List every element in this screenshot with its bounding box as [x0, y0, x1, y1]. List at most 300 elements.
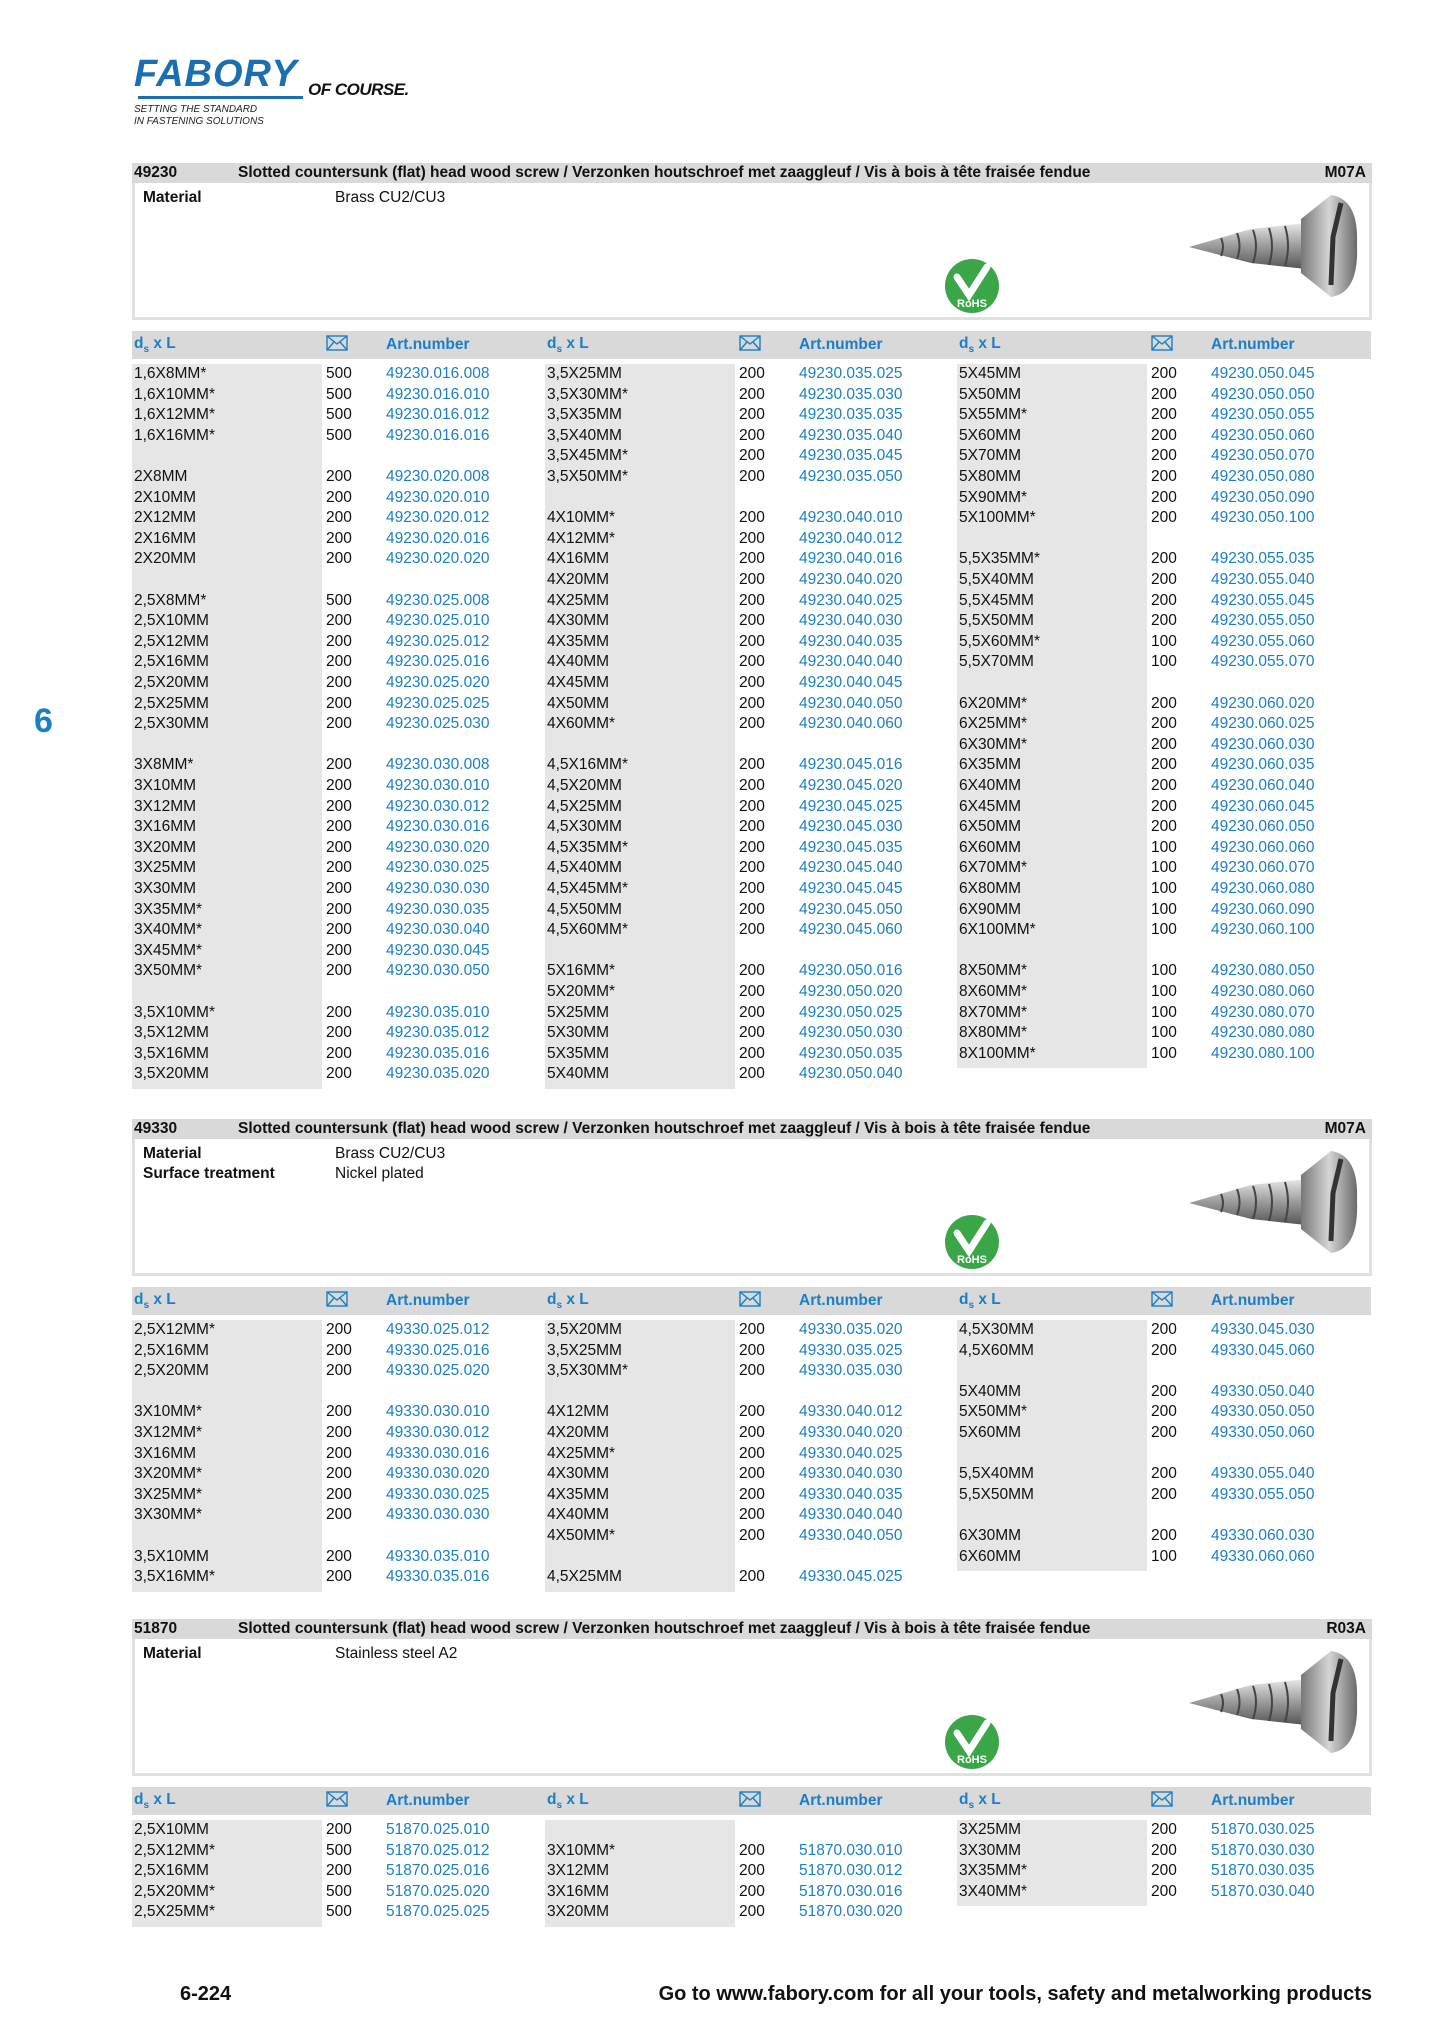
size-cell: 2,5X20MM — [134, 1362, 209, 1380]
article-number-link[interactable]: 49330.045.025 — [799, 1568, 903, 1586]
size-cell: 3,5X30MM* — [547, 1362, 628, 1380]
article-number-link[interactable]: 49230.035.045 — [799, 447, 903, 465]
header-size: $d_s$ x L — [959, 1790, 1001, 1812]
article-number-link[interactable]: 49230.020.016 — [386, 529, 490, 547]
size-cell: 3X35MM* — [134, 900, 203, 918]
section-header — [132, 1119, 1372, 1139]
article-number-link[interactable]: 49230.035.010 — [386, 1003, 490, 1021]
table-header — [545, 331, 958, 359]
size-cell: 2,5X12MM* — [134, 1321, 215, 1338]
size-cell: 3,5X20MM — [134, 1065, 209, 1083]
pack-qty-cell: 200 — [1151, 1882, 1177, 1900]
article-number-link[interactable]: 49230.035.050 — [799, 468, 903, 485]
size-cell: 2,5X16MM — [134, 1341, 209, 1359]
size-cell: 5,5X50MM — [959, 612, 1034, 630]
pack-qty-cell: 200 — [1151, 1465, 1177, 1483]
pack-qty-cell: 200 — [739, 859, 765, 877]
article-number-link[interactable]: 49330.050.050 — [1211, 1403, 1315, 1421]
header-size: $d_s$ x L — [547, 334, 589, 356]
size-cell: 8X80MM* — [959, 1024, 1028, 1042]
pack-qty-cell: 200 — [1151, 612, 1177, 630]
pack-qty-cell: 200 — [326, 612, 352, 630]
pack-qty-cell: 500 — [326, 426, 352, 444]
article-number-link[interactable]: 49230.035.012 — [386, 1024, 490, 1042]
pack-qty-cell: 200 — [739, 1341, 765, 1359]
pack-qty-cell: 200 — [739, 1527, 765, 1544]
pack-qty-cell: 200 — [326, 1044, 352, 1062]
article-number-link[interactable]: 51870.030.040 — [1211, 1882, 1315, 1900]
pack-qty-cell: 200 — [326, 900, 352, 918]
property-row — [143, 1165, 424, 1183]
article-number-link[interactable]: 49330.040.050 — [799, 1527, 903, 1544]
article-number-link[interactable]: 49330.025.016 — [386, 1341, 490, 1359]
article-number-link[interactable]: 49230.030.050 — [386, 962, 490, 980]
size-cell: 2,5X25MM* — [134, 1903, 215, 1921]
header-size: $d_s$ x L — [134, 1790, 176, 1812]
size-cell: 2,5X16MM — [134, 1862, 209, 1880]
size-cell: 3,5X12MM — [134, 1024, 209, 1042]
size-cell: 3,5X25MM — [547, 1341, 622, 1359]
article-number-link[interactable]: 49230.050.016 — [799, 962, 903, 980]
article-number-link[interactable]: 49230.035.040 — [799, 426, 903, 444]
size-cell: 3X20MM — [134, 838, 197, 856]
article-number-link[interactable]: 49230.050.090 — [1211, 488, 1315, 506]
article-number-link[interactable]: 49230.050.070 — [1211, 447, 1315, 465]
article-number-link[interactable]: 49330.030.030 — [386, 1506, 490, 1524]
pack-qty-cell: 200 — [739, 880, 765, 897]
article-number-link[interactable]: 49230.030.012 — [386, 797, 490, 815]
article-number-link[interactable]: 51870.030.016 — [799, 1882, 903, 1900]
pack-qty-cell: 200 — [326, 818, 352, 836]
size-cell: 5X90MM* — [959, 488, 1028, 506]
article-number-link[interactable]: 51870.025.016 — [386, 1862, 490, 1880]
article-number-link[interactable]: 49330.055.040 — [1211, 1465, 1315, 1483]
size-cell: 4,5X35MM* — [547, 838, 628, 856]
article-number-link[interactable]: 49230.040.040 — [799, 653, 903, 671]
size-cell: 3,5X25MM — [547, 365, 622, 382]
article-number-link[interactable]: 49230.025.012 — [386, 632, 490, 650]
pack-qty-cell: 200 — [326, 550, 352, 568]
pack-qty-cell: 200 — [739, 406, 765, 424]
size-cell: 3X10MM* — [547, 1841, 616, 1859]
size-cell: 4,5X30MM — [547, 818, 622, 836]
article-number-link[interactable]: 49230.060.030 — [1211, 735, 1315, 753]
pack-qty-cell: 500 — [326, 1903, 352, 1921]
size-cell: 3X30MM* — [134, 1506, 203, 1524]
article-number-link[interactable]: 49230.060.040 — [1211, 777, 1315, 794]
size-cell: 4X30MM — [547, 612, 610, 630]
article-number-link[interactable]: 49230.055.040 — [1211, 571, 1315, 588]
article-number-link[interactable]: 49330.025.012 — [386, 1321, 490, 1338]
size-cell: 4,5X25MM — [547, 1568, 622, 1586]
pack-qty-cell: 200 — [1151, 1424, 1177, 1441]
article-number-link[interactable]: 49230.045.030 — [799, 818, 903, 836]
product-ref: M07A — [1324, 1120, 1366, 1137]
article-number-link[interactable]: 49330.030.020 — [386, 1465, 490, 1483]
size-cell: 4X35MM — [547, 1485, 610, 1503]
size-cell: 6X25MM* — [959, 715, 1028, 733]
article-number-link[interactable]: 51870.030.010 — [799, 1841, 903, 1859]
size-cell: 4,5X20MM — [547, 777, 622, 794]
article-number-link[interactable]: 49230.030.010 — [386, 777, 490, 794]
article-number-link[interactable]: 49230.030.045 — [386, 941, 490, 959]
pack-qty-cell: 200 — [739, 1882, 765, 1900]
size-cell: 6X35MM — [959, 756, 1022, 774]
product-title: Slotted countersunk (flat) head wood screw / Verzonken houtschroef met zaaggleuf / Vis à bois à tête fraisée fendue — [238, 164, 1091, 181]
brand-name: FABORY — [134, 53, 298, 95]
article-number-link[interactable]: 51870.025.012 — [386, 1841, 490, 1859]
pack-qty-cell: 200 — [739, 1485, 765, 1503]
table-header — [132, 331, 545, 359]
article-number-link[interactable]: 49230.050.020 — [799, 983, 903, 1000]
article-number-link[interactable]: 49230.035.016 — [386, 1044, 490, 1062]
size-cell: 5X50MM — [959, 385, 1022, 403]
size-cell: 4,5X40MM — [547, 859, 622, 877]
size-cell: 3X30MM — [959, 1841, 1022, 1859]
size-cell: 4X20MM — [547, 1424, 610, 1441]
header-art-number: Art.number — [1211, 1792, 1295, 1809]
article-number-link[interactable]: 49230.080.060 — [1211, 983, 1315, 1000]
article-number-link[interactable]: 49330.035.020 — [799, 1321, 903, 1338]
article-number-link[interactable]: 49230.080.100 — [1211, 1044, 1315, 1062]
size-cell: 2X12MM — [134, 509, 197, 527]
pack-qty-cell: 200 — [326, 1065, 352, 1083]
article-number-link[interactable]: 49230.040.035 — [799, 632, 903, 650]
header-size: $d_s$ x L — [134, 1290, 176, 1312]
article-number-link[interactable]: 51870.030.012 — [799, 1862, 903, 1880]
article-number-link[interactable]: 49230.050.030 — [799, 1024, 903, 1042]
property-row — [143, 189, 445, 207]
size-cell: 3,5X16MM — [134, 1044, 209, 1062]
size-cell: 5,5X50MM — [959, 1485, 1034, 1503]
screw-image — [1181, 1645, 1361, 1755]
article-number-link[interactable]: 49330.045.030 — [1211, 1321, 1315, 1338]
product-ref: M07A — [1324, 164, 1366, 181]
size-cell: 3X40MM* — [959, 1882, 1028, 1900]
article-number-link[interactable]: 49230.080.080 — [1211, 1024, 1315, 1042]
article-number-link[interactable]: 49230.045.045 — [799, 880, 903, 897]
article-number-link[interactable]: 49230.040.012 — [799, 529, 903, 547]
article-number-link[interactable]: 49230.040.060 — [799, 715, 903, 733]
article-number-link[interactable]: 49330.040.020 — [799, 1424, 903, 1441]
article-number-link[interactable]: 49230.025.010 — [386, 612, 490, 630]
property-label: Material — [143, 1645, 202, 1662]
article-number-link[interactable]: 51870.025.010 — [386, 1821, 490, 1838]
size-cell: 5,5X70MM — [959, 653, 1034, 671]
article-number-link[interactable]: 51870.025.025 — [386, 1903, 490, 1921]
article-number-link[interactable]: 49230.016.010 — [386, 385, 490, 403]
pack-qty-cell: 200 — [326, 838, 352, 856]
pack-qty-cell: 200 — [1151, 756, 1177, 774]
article-number-link[interactable]: 49230.030.030 — [386, 880, 490, 897]
size-cell: 2,5X25MM — [134, 694, 209, 712]
article-number-link[interactable]: 49230.045.040 — [799, 859, 903, 877]
pack-qty-cell: 200 — [326, 488, 352, 506]
table-header — [957, 1287, 1371, 1315]
size-cell: 3X20MM* — [134, 1465, 203, 1483]
size-cell: 6X100MM* — [959, 921, 1036, 939]
article-number-link[interactable]: 49230.060.025 — [1211, 715, 1315, 733]
header-size: $d_s$ x L — [134, 334, 176, 356]
size-cell: 3X12MM* — [134, 1424, 203, 1441]
pack-qty-cell: 200 — [1151, 797, 1177, 815]
size-cell: 4X30MM — [547, 1465, 610, 1483]
pack-qty-cell: 200 — [1151, 591, 1177, 609]
article-number-link[interactable]: 49230.030.040 — [386, 921, 490, 939]
article-number-link[interactable]: 49230.030.035 — [386, 900, 490, 918]
article-number-link[interactable]: 49230.040.030 — [799, 612, 903, 630]
article-number-link[interactable]: 49230.025.030 — [386, 715, 490, 733]
article-number-link[interactable]: 49230.040.045 — [799, 674, 903, 691]
article-number-link[interactable]: 49230.045.035 — [799, 838, 903, 856]
size-cell: 3X12MM — [547, 1862, 610, 1880]
article-number-link[interactable]: 49230.080.050 — [1211, 962, 1315, 980]
article-number-link[interactable]: 49230.025.025 — [386, 694, 490, 712]
article-number-link[interactable]: 51870.030.025 — [1211, 1821, 1315, 1838]
size-cell: 4X25MM* — [547, 1444, 616, 1462]
article-number-link[interactable]: 49330.040.030 — [799, 1465, 903, 1483]
article-number-link[interactable]: 49230.040.050 — [799, 694, 903, 712]
article-number-link[interactable]: 49230.035.025 — [799, 365, 903, 382]
size-cell: 5X100MM* — [959, 509, 1036, 527]
article-number-link[interactable]: 49330.030.010 — [386, 1403, 490, 1421]
product-section-49230 — [132, 163, 1372, 320]
pack-qty-cell: 200 — [739, 365, 765, 382]
article-number-link[interactable]: 49330.035.016 — [386, 1568, 490, 1586]
article-number-link[interactable]: 49230.016.016 — [386, 426, 490, 444]
article-number-link[interactable]: 49230.055.060 — [1211, 632, 1315, 650]
property-row — [143, 1645, 457, 1663]
article-number-link[interactable]: 49230.045.020 — [799, 777, 903, 794]
article-number-link[interactable]: 49230.035.030 — [799, 385, 903, 403]
pack-qty-cell: 200 — [326, 1424, 352, 1441]
size-cell: 3X10MM — [134, 777, 197, 794]
article-number-link[interactable]: 49230.040.010 — [799, 509, 903, 527]
table-header — [132, 1787, 545, 1815]
size-cell: 1,6X12MM* — [134, 406, 215, 424]
package-icon — [326, 335, 348, 356]
article-number-link[interactable]: 49230.055.050 — [1211, 612, 1315, 630]
article-number-link[interactable]: 49330.040.025 — [799, 1444, 903, 1462]
pack-qty-cell: 100 — [1151, 653, 1177, 671]
article-number-link[interactable]: 49230.045.050 — [799, 900, 903, 918]
size-cell: 3X16MM — [547, 1882, 610, 1900]
article-number-link[interactable]: 49230.050.055 — [1211, 406, 1315, 424]
svg-text:RoHS: RoHS — [957, 1754, 987, 1766]
article-number-link[interactable]: 49230.060.035 — [1211, 756, 1315, 774]
pack-qty-cell: 200 — [739, 591, 765, 609]
pack-qty-cell: 100 — [1151, 859, 1177, 877]
pack-qty-cell: 200 — [739, 509, 765, 527]
pack-qty-cell: 200 — [326, 715, 352, 733]
section-header — [132, 1619, 1372, 1639]
article-number-link[interactable]: 49330.030.012 — [386, 1424, 490, 1441]
pack-qty-cell: 200 — [326, 1821, 352, 1838]
article-number-link[interactable]: 49330.030.016 — [386, 1444, 490, 1462]
size-cell: 5X55MM* — [959, 406, 1028, 424]
article-number-link[interactable]: 49330.035.025 — [799, 1341, 903, 1359]
pack-qty-cell: 200 — [739, 1465, 765, 1483]
article-number-link[interactable]: 51870.025.020 — [386, 1882, 490, 1900]
pack-qty-cell: 200 — [739, 1065, 765, 1083]
article-number-link[interactable]: 49230.030.016 — [386, 818, 490, 836]
article-number-link[interactable]: 49230.025.016 — [386, 653, 490, 671]
pack-qty-cell: 200 — [739, 1403, 765, 1421]
footer-text: Go to www.fabory.com for all your tools, safety and metalworking products — [658, 1983, 1372, 2005]
article-number-link[interactable]: 49230.035.035 — [799, 406, 903, 424]
article-number-link[interactable]: 49230.080.070 — [1211, 1003, 1315, 1021]
svg-text:RoHS: RoHS — [957, 298, 987, 310]
pack-qty-cell: 200 — [739, 674, 765, 691]
package-icon — [1151, 1791, 1173, 1812]
article-number-link[interactable]: 49230.055.070 — [1211, 653, 1315, 671]
size-cell: 2,5X10MM — [134, 1821, 209, 1838]
article-number-link[interactable]: 49230.055.035 — [1211, 550, 1315, 568]
size-cell: 3X50MM* — [134, 962, 203, 980]
article-number-link[interactable]: 49230.060.045 — [1211, 797, 1315, 815]
pack-qty-cell: 100 — [1151, 1024, 1177, 1042]
size-cell: 6X40MM — [959, 777, 1022, 794]
pack-qty-cell: 200 — [1151, 1341, 1177, 1359]
property-label: Surface treatment — [143, 1165, 275, 1182]
article-number-link[interactable]: 49230.040.020 — [799, 571, 903, 588]
pack-qty-cell: 200 — [1151, 550, 1177, 568]
article-number-link[interactable]: 49330.040.012 — [799, 1403, 903, 1421]
article-number-link[interactable]: 49230.050.040 — [799, 1065, 903, 1083]
article-number-link[interactable]: 49330.025.020 — [386, 1362, 490, 1380]
pack-qty-cell: 200 — [739, 612, 765, 630]
article-number-link[interactable]: 49330.030.025 — [386, 1485, 490, 1503]
article-number-link[interactable]: 51870.030.035 — [1211, 1862, 1315, 1880]
article-number-link[interactable]: 49230.045.025 — [799, 797, 903, 815]
article-number-link[interactable]: 49230.020.012 — [386, 509, 490, 527]
pack-qty-cell: 200 — [326, 1506, 352, 1524]
size-cell: 4,5X45MM* — [547, 880, 628, 897]
package-icon — [739, 335, 761, 356]
size-cell: 3X12MM — [134, 797, 197, 815]
pack-qty-cell: 200 — [739, 756, 765, 774]
article-number-link[interactable]: 49230.040.025 — [799, 591, 903, 609]
article-number-link[interactable]: 49230.030.008 — [386, 756, 490, 774]
pack-qty-cell: 200 — [1151, 385, 1177, 403]
pack-qty-cell: 200 — [326, 1485, 352, 1503]
article-number-link[interactable]: 49330.045.060 — [1211, 1341, 1315, 1359]
size-cell: 2,5X16MM — [134, 653, 209, 671]
article-number-link[interactable]: 49230.020.010 — [386, 488, 490, 506]
size-cell: 3X25MM — [134, 859, 197, 877]
article-number-link[interactable]: 49230.050.035 — [799, 1044, 903, 1062]
article-number-link[interactable]: 49230.020.008 — [386, 468, 490, 485]
pack-qty-cell: 200 — [739, 694, 765, 712]
article-number-link[interactable]: 49330.055.050 — [1211, 1485, 1315, 1503]
article-number-link[interactable]: 49230.050.080 — [1211, 468, 1315, 485]
article-number-link[interactable]: 49230.060.080 — [1211, 880, 1315, 897]
article-number-link[interactable]: 49230.035.020 — [386, 1065, 490, 1083]
svg-text:RoHS: RoHS — [957, 1254, 987, 1266]
pack-qty-cell: 200 — [739, 983, 765, 1000]
size-cell: 2,5X30MM — [134, 715, 209, 733]
size-cell: 4X20MM — [547, 571, 610, 588]
screw-image — [1181, 1145, 1361, 1255]
pack-qty-cell: 200 — [326, 1444, 352, 1462]
product-title: Slotted countersunk (flat) head wood screw / Verzonken houtschroef met zaaggleuf / Vis à bois à tête fraisée fendue — [238, 1120, 1091, 1137]
article-number-link[interactable]: 49330.060.030 — [1211, 1527, 1315, 1544]
size-cell: 5,5X35MM* — [959, 550, 1040, 568]
article-number-link[interactable]: 49230.060.050 — [1211, 818, 1315, 836]
size-cell: 5X60MM — [959, 426, 1022, 444]
article-number-link[interactable]: 49330.035.030 — [799, 1362, 903, 1380]
article-number-link[interactable]: 49230.060.060 — [1211, 838, 1315, 856]
pack-qty-cell: 200 — [326, 880, 352, 897]
article-number-link[interactable]: 49230.050.025 — [799, 1003, 903, 1021]
size-cell: 6X60MM — [959, 838, 1022, 856]
article-number-link[interactable]: 49230.050.045 — [1211, 365, 1315, 382]
article-number-link[interactable]: 49230.025.020 — [386, 674, 490, 691]
size-cell: 1,6X10MM* — [134, 385, 215, 403]
pack-qty-cell: 200 — [1151, 1382, 1177, 1400]
size-cell: 2X20MM — [134, 550, 197, 568]
pack-qty-cell: 200 — [326, 1024, 352, 1042]
article-number-link[interactable]: 49230.030.025 — [386, 859, 490, 877]
pack-qty-cell: 200 — [326, 632, 352, 650]
header-size: $d_s$ x L — [547, 1290, 589, 1312]
pack-qty-cell: 200 — [739, 426, 765, 444]
pack-qty-cell: 100 — [1151, 838, 1177, 856]
article-number-link[interactable]: 49330.040.035 — [799, 1485, 903, 1503]
article-number-link[interactable]: 49230.060.070 — [1211, 859, 1315, 877]
article-number-link[interactable]: 49230.060.090 — [1211, 900, 1315, 918]
article-number-link[interactable]: 51870.030.030 — [1211, 1841, 1315, 1859]
article-number-link[interactable]: 49230.020.020 — [386, 550, 490, 568]
article-number-link[interactable]: 49230.040.016 — [799, 550, 903, 568]
article-number-link[interactable]: 49230.045.016 — [799, 756, 903, 774]
article-number-link[interactable]: 49230.045.060 — [799, 921, 903, 939]
article-number-link[interactable]: 49230.055.045 — [1211, 591, 1315, 609]
size-cell: 3,5X35MM — [547, 406, 622, 424]
pack-qty-cell: 500 — [326, 406, 352, 424]
pack-qty-cell: 200 — [1151, 1527, 1177, 1544]
section-header — [132, 163, 1372, 183]
article-number-link[interactable]: 49230.025.008 — [386, 591, 490, 609]
size-cell: 5X40MM — [547, 1065, 610, 1083]
article-number-link[interactable]: 49330.040.040 — [799, 1506, 903, 1524]
pack-qty-cell: 200 — [1151, 365, 1177, 382]
article-number-link[interactable]: 49230.050.050 — [1211, 385, 1315, 403]
pack-qty-cell: 200 — [739, 1424, 765, 1441]
article-number-link[interactable]: 49230.050.100 — [1211, 509, 1315, 527]
pack-qty-cell: 200 — [1151, 694, 1177, 712]
size-cell: 3X20MM — [547, 1903, 610, 1921]
article-number-link[interactable]: 49230.030.020 — [386, 838, 490, 856]
pack-qty-cell: 200 — [326, 1003, 352, 1021]
article-number-link[interactable]: 49330.060.060 — [1211, 1547, 1315, 1565]
size-cell: 6X80MM — [959, 880, 1022, 897]
table-header — [545, 1287, 958, 1315]
article-number-link[interactable]: 49230.016.012 — [386, 406, 490, 424]
article-number-link[interactable]: 49330.050.060 — [1211, 1424, 1315, 1441]
property-value: Brass CU2/CU3 — [335, 1145, 446, 1162]
article-number-link[interactable]: 49330.050.040 — [1211, 1382, 1315, 1400]
article-number-link[interactable]: 49230.050.060 — [1211, 426, 1315, 444]
size-cell: 2,5X8MM* — [134, 591, 207, 609]
size-cell: 3X25MM* — [134, 1485, 203, 1503]
article-number-link[interactable]: 51870.030.020 — [799, 1903, 903, 1921]
article-number-link[interactable]: 49230.016.008 — [386, 365, 490, 382]
table-header — [545, 1787, 958, 1815]
article-number-link[interactable]: 49230.060.020 — [1211, 694, 1315, 712]
article-number-link[interactable]: 49330.035.010 — [386, 1547, 490, 1565]
article-number-link[interactable]: 49230.060.100 — [1211, 921, 1315, 939]
